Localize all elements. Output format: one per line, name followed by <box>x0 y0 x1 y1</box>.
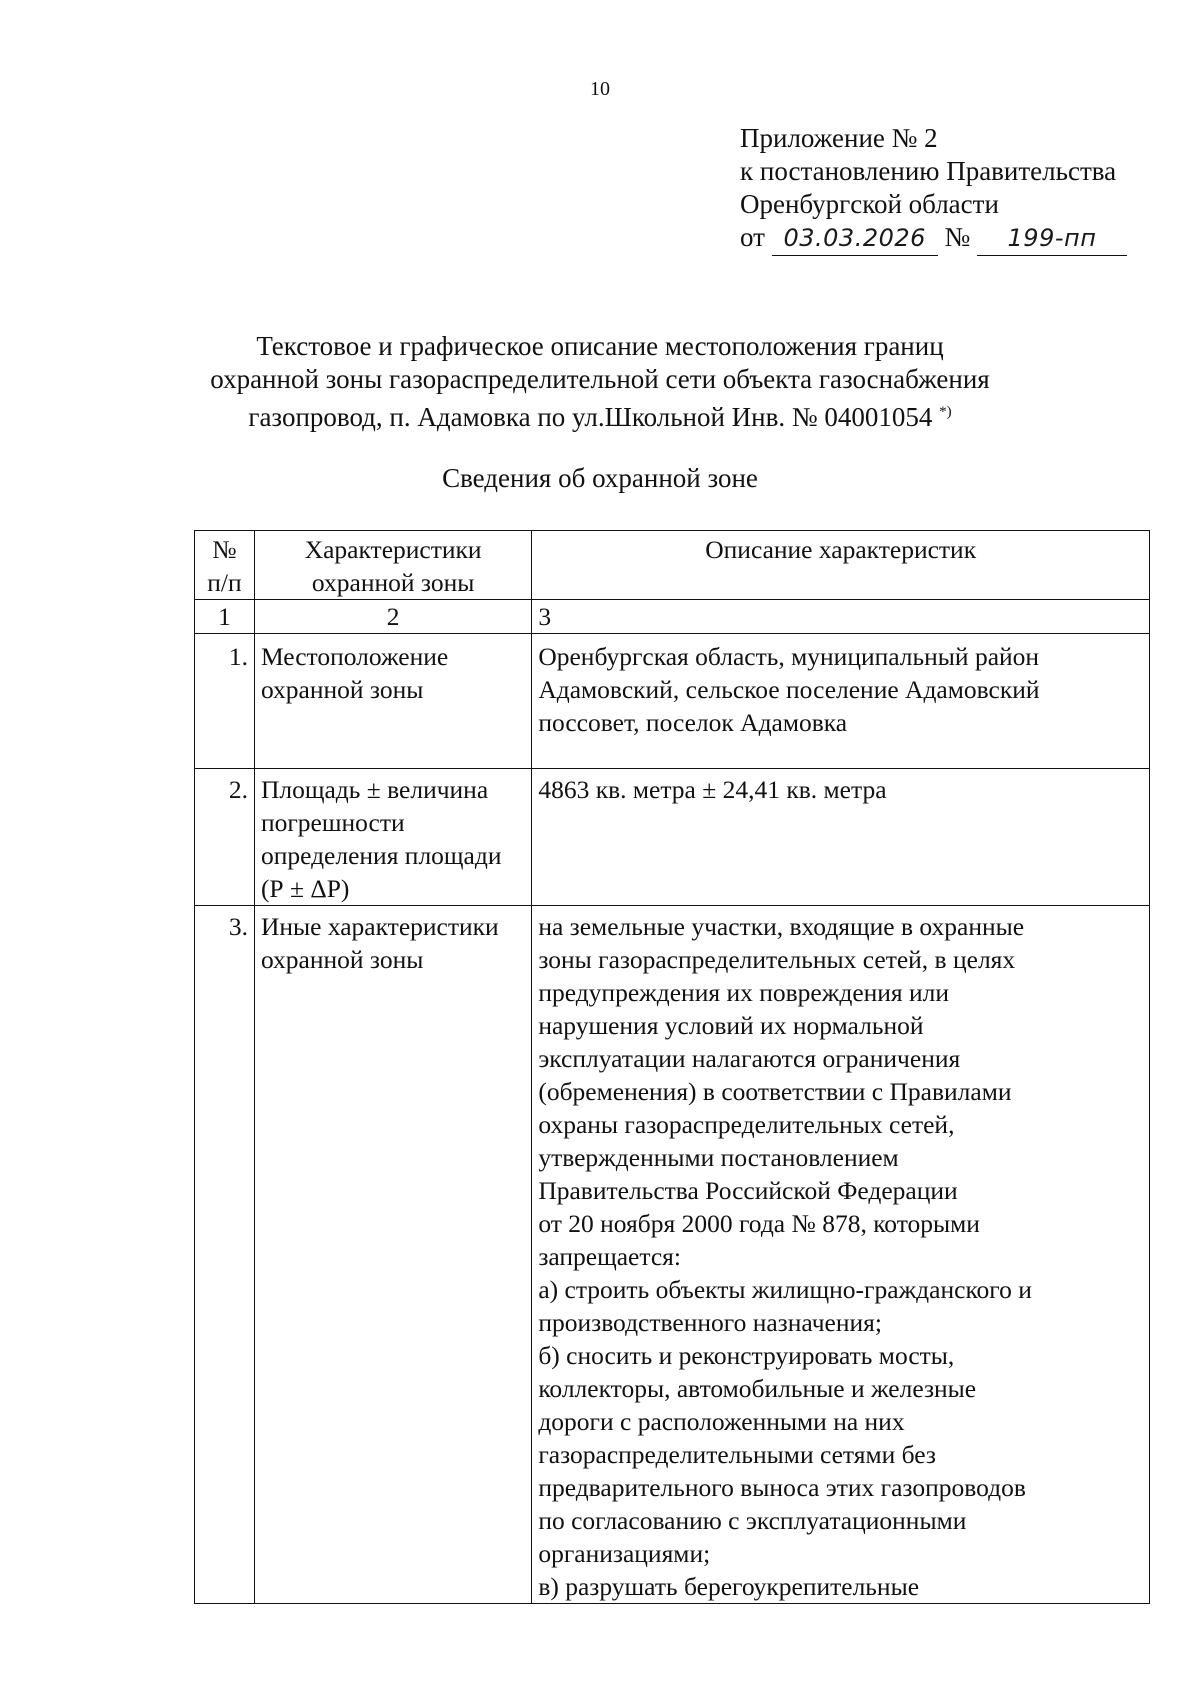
column-number: 2 <box>254 600 531 634</box>
column-number: 3 <box>532 600 1150 634</box>
number-label: № <box>944 222 971 252</box>
page-number: 10 <box>590 78 610 100</box>
appendix-date-line <box>740 221 1127 256</box>
row-number: 3. <box>195 906 255 1604</box>
title-line-1: Текстовое и графическое описание местоположения границ <box>256 331 944 361</box>
row-number: 1. <box>195 634 255 769</box>
row-description: Оренбургская область, муниципальный район Адамовский, сельское поселение Адамовский поссовет, поселок Адамовка <box>532 634 1150 769</box>
table-row <box>195 906 1150 1604</box>
row-number: 2. <box>195 769 255 906</box>
footnote-mark: *) <box>939 404 952 420</box>
handwritten-date: 03.03.2026 <box>772 222 938 256</box>
document-title <box>0 330 1200 434</box>
header-characteristics: Характеристики охранной зоны <box>254 531 531 600</box>
appendix-line-2: к постановлению Правительства <box>740 156 1117 186</box>
table-row <box>195 769 1150 906</box>
row-characteristic: Местоположение охранной зоны <box>254 634 531 769</box>
title-line-2: охранной зоны газораспределительной сети объекта газоснабжения <box>210 364 990 394</box>
row-description: 4863 кв. метра ± 24,41 кв. метра <box>532 769 1150 906</box>
table-header-row <box>195 531 1150 600</box>
header-description: Описание характеристик <box>532 531 1150 600</box>
title-line-3-text: газопровод, п. Адамовка по ул.Школьной Инв. № 04001054 <box>248 402 933 432</box>
title-line-3 <box>0 396 1200 434</box>
appendix-line-1: Приложение № 2 <box>740 123 938 153</box>
handwritten-number: 199-пп <box>977 222 1127 256</box>
section-subtitle: Сведения об охранной зоне <box>442 463 758 493</box>
column-number-row <box>195 600 1150 634</box>
column-number: 1 <box>195 600 255 634</box>
protection-zone-table <box>194 530 1150 1604</box>
table-row <box>195 634 1150 769</box>
row-description: на земельные участки, входящие в охранные зоны газораспределительных сетей, в целях предупреждения их повреждения или нарушения условий их нормальной эксплуатации налагаются ограничения (обременения) в соответствии с Правилами охраны газораспределительных сетей, утвержденными постановлением Правительства Российской Федерации от 20 ноября 2000 года № 878, которыми запрещается: а) строить объекты жилищно-гражданского и производственного назначения; б) сносить и реконструировать мосты, коллекторы, автомобильные и железные дороги с расположенными на них газораспределительными сетями без предварительного выноса этих газопроводов по согласованию с эксплуатационными организациями; в) разрушать берегоукрепительные <box>532 906 1150 1604</box>
row-characteristic: Площадь ± величина погрешности определения площади (Р ± ΔР) <box>254 769 531 906</box>
appendix-block <box>740 122 1127 256</box>
header-number: № п/п <box>195 531 255 600</box>
from-label: от <box>740 222 765 252</box>
row-characteristic: Иные характеристики охранной зоны <box>254 906 531 1604</box>
appendix-line-3: Оренбургской области <box>740 189 999 219</box>
